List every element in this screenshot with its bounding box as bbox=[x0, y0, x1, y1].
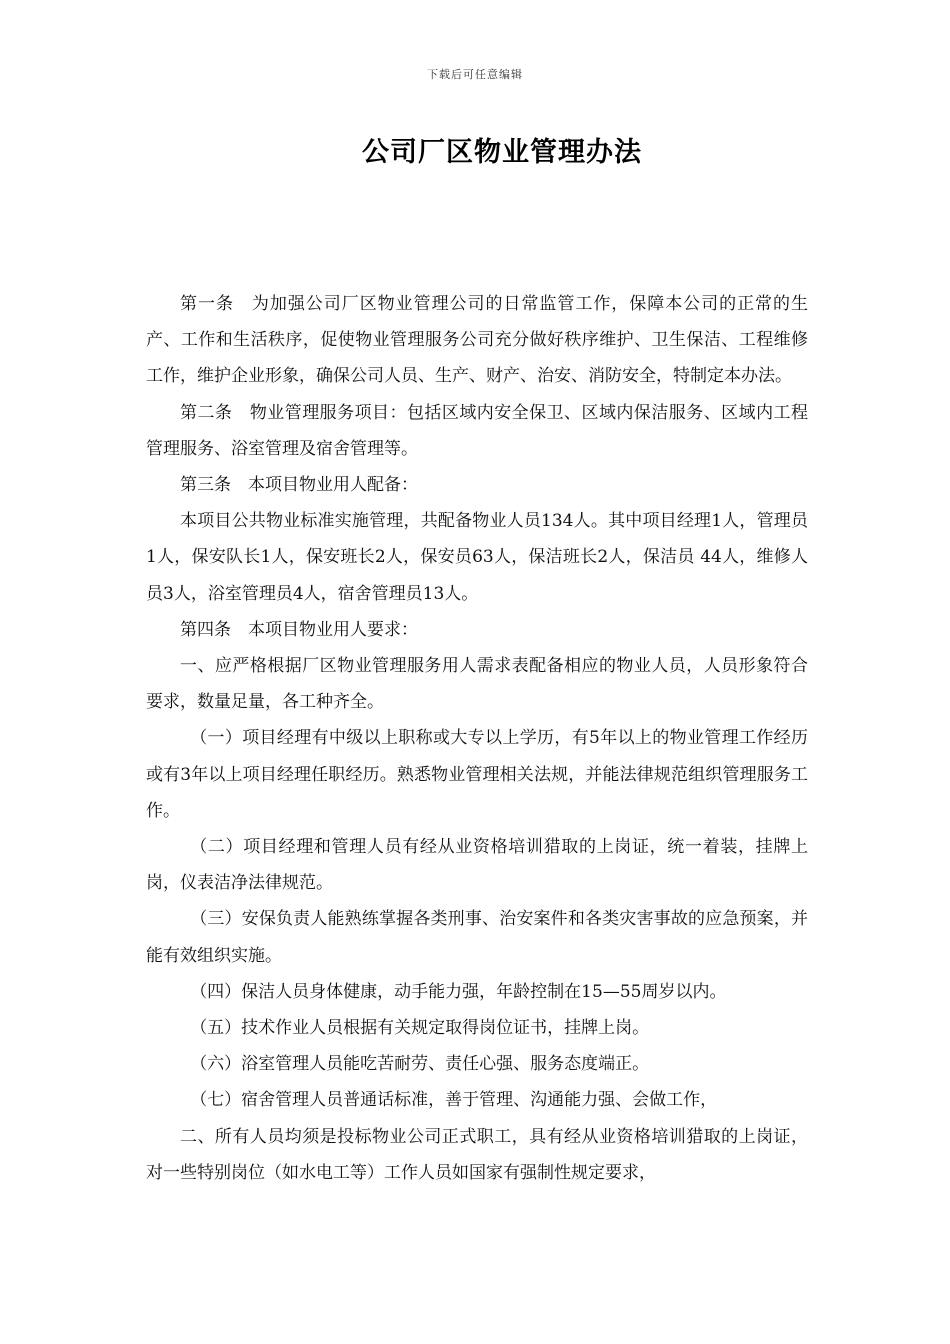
paragraph: 第三条 本项目物业用人配备： bbox=[180, 475, 418, 496]
paragraph: 二、所有人员均须是投标物业公司正式职工，具有经从业资格培训猎取的上岗证，对一些特别岗位（如水电工等）工作人员如国家有强制性规定要求， bbox=[146, 1126, 808, 1183]
paragraph: （一）项目经理有中级以上职称或大专以上学历，有5年以上的物业管理工作经历或有3年以上项目经理任职经历。熟悉物业管理相关法规，并能法律规范组织管理服务工作。 bbox=[146, 728, 808, 821]
paragraph: 一、应严格根据厂区物业管理服务用人需求表配备相应的物业人员，人员形象符合要求，数量足量，各工种齐全。 bbox=[146, 656, 808, 713]
paragraph: 第一条 为加强公司厂区物业管理公司的日常监管工作，保障本公司的正常的生产、工作和生活秩序，促使物业管理服务公司充分做好秩序维护、卫生保洁、工程维修工作，维护企业形象，确保公司人员、生产、财产、治安、消防安全，特制定本办法。 bbox=[146, 294, 808, 387]
paragraph: （三）安保负责人能熟练掌握各类刑事、治安案件和各类灾害事故的应急预案，并能有效组织实施。 bbox=[146, 909, 808, 966]
document-title: 公司厂区物业管理办法 bbox=[362, 137, 642, 168]
paragraph: （四）保洁人员身体健康，动手能力强，年龄控制在15—55周岁以内。 bbox=[190, 981, 727, 1002]
paragraph: 第四条 本项目物业用人要求： bbox=[180, 619, 418, 640]
paragraph: 本项目公共物业标准实施管理，共配备物业人员134人。其中项目经理1人，管理员1人，保安队长1人，保安班长2人，保安员63人，保洁班长2人，保洁员 44人，维修人员3人，浴室管理员4人，宿舍管理员13人。 bbox=[146, 511, 808, 604]
paragraph: （七）宿舍管理人员普通话标准，善于管理、沟通能力强、会做工作， bbox=[190, 1090, 718, 1111]
paragraph: （二）项目经理和管理人员有经从业资格培训猎取的上岗证，统一着装，挂牌上岗，仪表洁净法律规范。 bbox=[146, 837, 808, 894]
document-body bbox=[146, 286, 808, 1191]
paragraph: （六）浴室管理人员能吃苦耐劳、责任心强、服务态度端正。 bbox=[190, 1054, 650, 1075]
paragraph: （五）技术作业人员根据有关规定取得岗位证书，挂牌上岗。 bbox=[190, 1018, 650, 1039]
header-note: 下载后可任意编辑 bbox=[427, 68, 523, 81]
paragraph: 第二条 物业管理服务项目：包括区域内安全保卫、区域内保洁服务、区域内工程管理服务、浴室管理及宿舍管理等。 bbox=[146, 402, 808, 459]
